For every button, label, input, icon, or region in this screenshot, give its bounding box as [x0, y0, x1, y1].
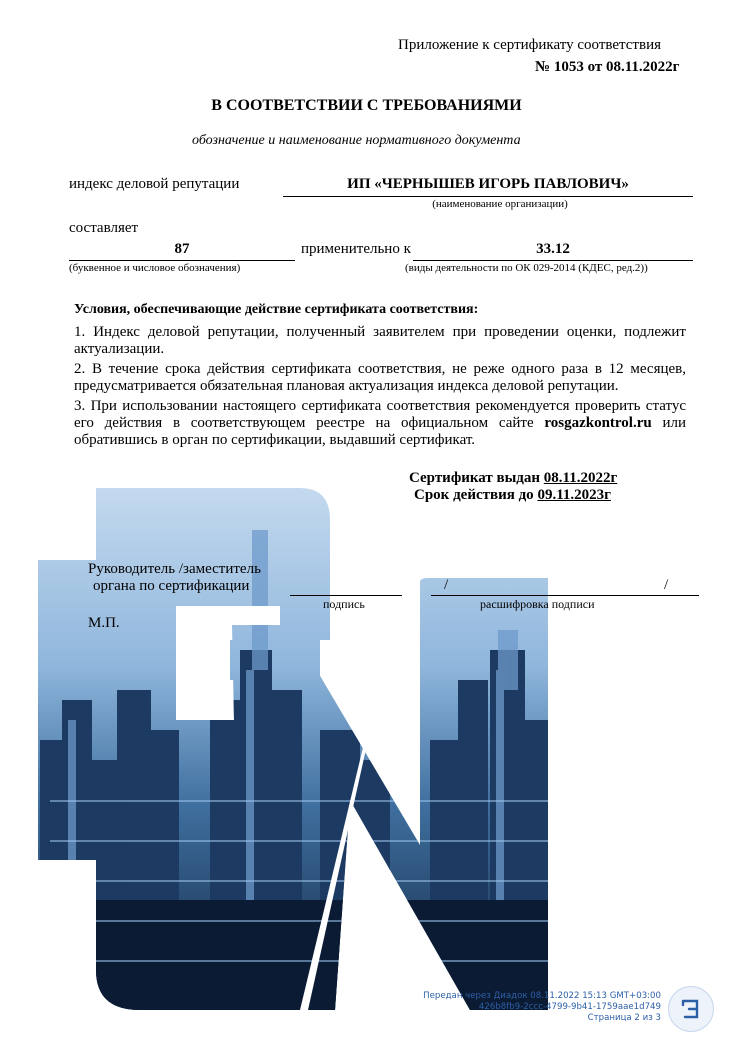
activity-code: 33.12 — [536, 241, 570, 257]
stamp-page-line: Страница 2 из 3 — [587, 1013, 661, 1023]
registry-site-link[interactable]: rosgazkontrol.ru — [544, 415, 652, 431]
organization-name: ИП «ЧЕРНЫШЕВ ИГОРЬ ПАВЛОВИЧ» — [347, 176, 629, 192]
decode-line — [431, 595, 699, 596]
organization-caption: (наименование организации) — [432, 198, 568, 210]
reputation-value: 87 — [174, 241, 190, 257]
valid-line — [414, 487, 611, 504]
condition-item-3-tail: или обратившись в орган по сертификации, выдавший сертификат. — [74, 415, 686, 448]
activity-code-underline — [413, 260, 693, 261]
diadoc-stamp — [321, 991, 661, 1024]
applies-label: применительно к — [301, 241, 411, 257]
diadoc-logo-icon — [668, 986, 714, 1032]
signer-role-line-1: Руководитель /заместитель — [88, 561, 261, 577]
signature-caption: подпись — [323, 597, 365, 611]
reputation-value-caption: (буквенное и числовое обозначения) — [69, 262, 241, 274]
condition-item-1: 1. Индекс деловой репутации, полученный заявителем при проведении оценки, подлежит актуализации. — [74, 324, 686, 357]
condition-item-2: 2. В течение срока действия сертификата соответствия, не реже одного раза в 12 месяцев, предусматривается обязательная плановая актуализация индекса деловой репутации. — [74, 361, 686, 394]
reputation-value-underline — [69, 260, 295, 261]
valid-date: 09.11.2023г — [537, 487, 611, 503]
signer-role-line-2: органа по сертификации — [93, 578, 250, 594]
stamp-id-line: 426b8fb9-2ccc-4799-9b41-1759aae1d749 — [478, 1002, 661, 1012]
stamp-transfer-line: Передан через Диадок 08.11.2022 15:13 GMT+03:00 — [423, 991, 661, 1001]
condition-item-3-text: 3. При использовании настоящего сертификата соответствия рекомендуется проверить статус его действия в соответствующем реестре на официальном сайте — [74, 398, 686, 431]
seal-place-label: М.П. — [88, 615, 120, 631]
activity-caption: (виды деятельности по ОК 029-2014 (КДЕС, ред.2)) — [405, 262, 648, 274]
conditions-heading: Условия, обеспечивающие действие сертификата соответствия: — [74, 302, 479, 317]
page-title: В СООТВЕТСТВИИ С ТРЕБОВАНИЯМИ — [211, 97, 522, 114]
signature-line — [290, 595, 402, 596]
condition-item-3 — [74, 398, 686, 449]
header-number-line: № 1053 от 08.11.2022г — [535, 59, 680, 75]
makes-label: составляет — [69, 220, 139, 236]
issued-date: 08.11.2022г — [543, 470, 618, 486]
decode-slash-left: / — [444, 577, 449, 593]
issued-line — [409, 470, 617, 487]
header-appendix-line: Приложение к сертификату соответствия — [398, 37, 661, 53]
reputation-label: индекс деловой репутации — [69, 176, 240, 192]
decode-caption: расшифровка подписи — [480, 597, 595, 611]
valid-label: Срок действия до — [414, 487, 538, 503]
organization-underline — [283, 196, 693, 197]
decode-slash-right: / — [664, 577, 669, 593]
issued-label: Сертификат выдан — [409, 470, 544, 486]
page-subtitle: обозначение и наименование нормативного документа — [192, 133, 521, 148]
